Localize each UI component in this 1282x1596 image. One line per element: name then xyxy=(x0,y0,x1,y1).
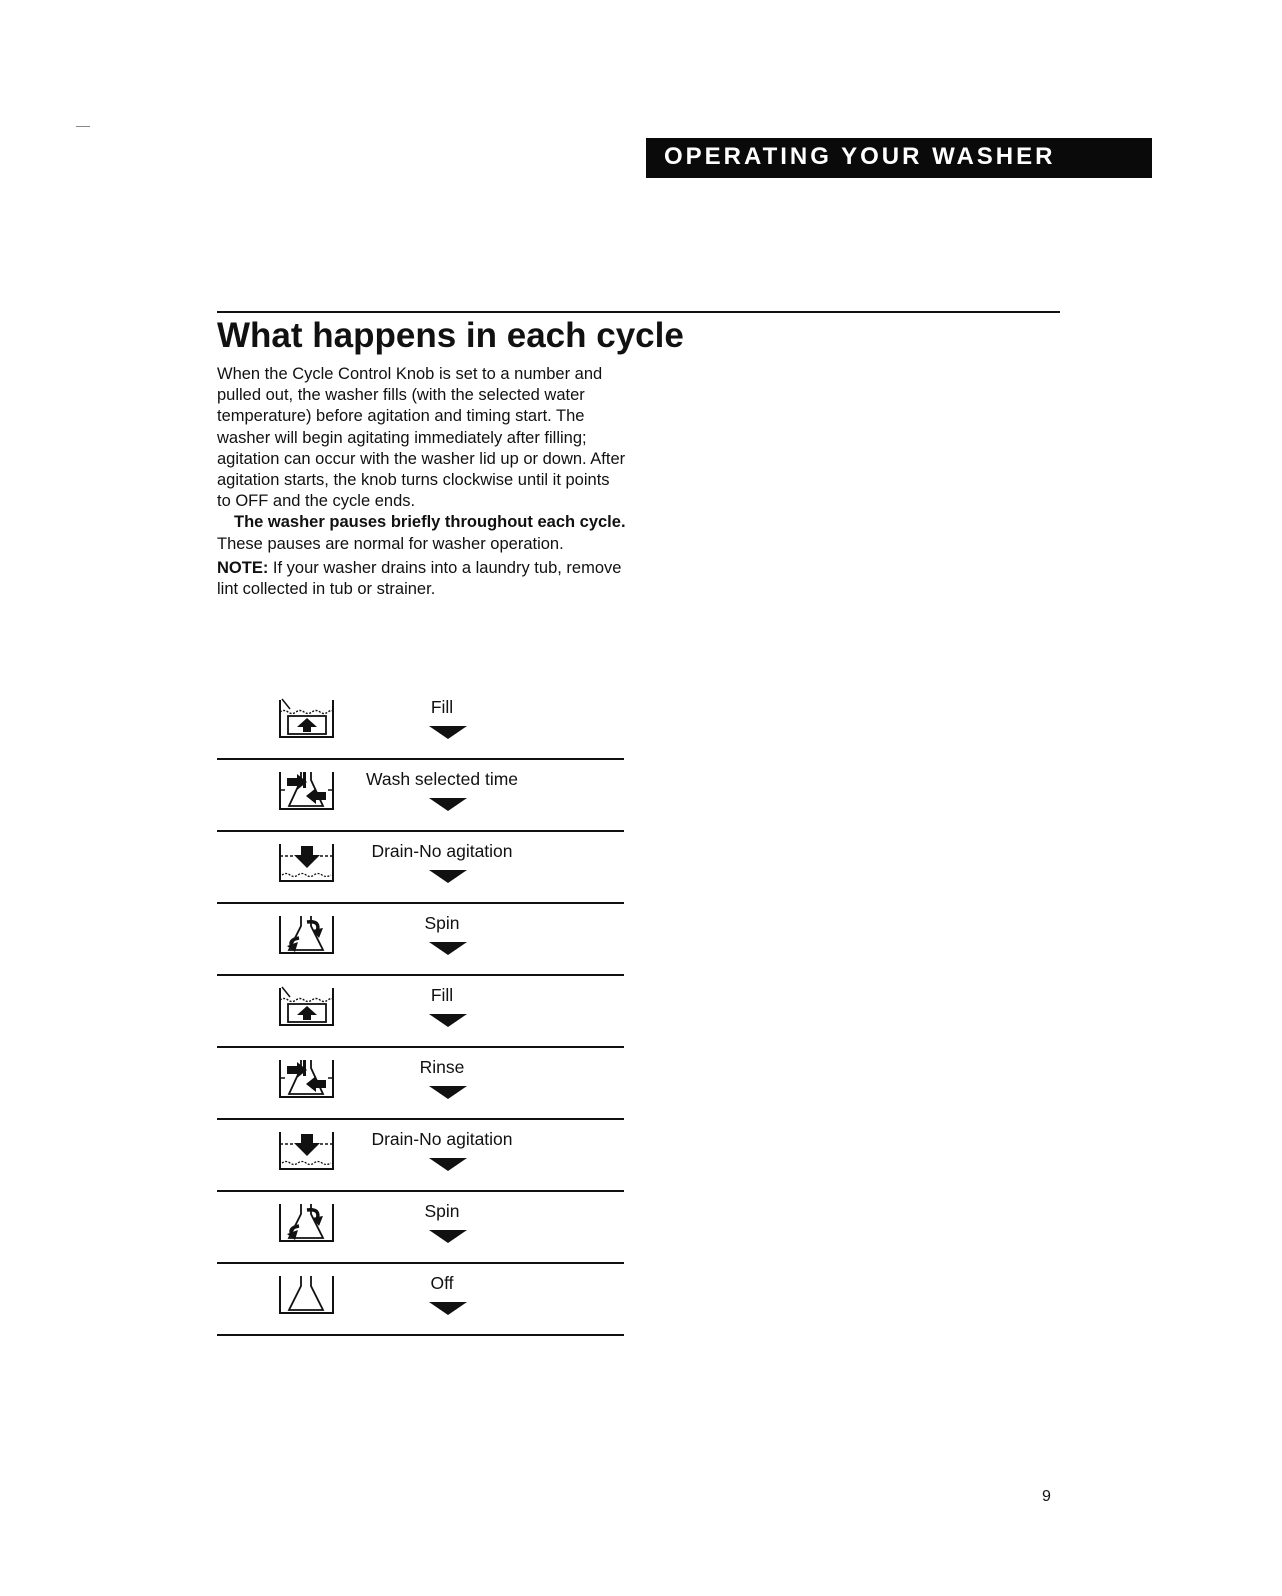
cycle-step xyxy=(217,904,624,976)
cycle-step xyxy=(217,760,624,832)
down-arrow-icon xyxy=(429,726,467,739)
note-label: NOTE: xyxy=(217,558,269,577)
down-arrow-icon xyxy=(429,798,467,811)
down-arrow-icon xyxy=(429,942,467,955)
cycle-step xyxy=(217,1120,624,1192)
pause-emphasis: The washer pauses briefly throughout each cycle. xyxy=(234,513,626,532)
cycle-step xyxy=(217,688,624,760)
step-label: Spin xyxy=(424,913,460,933)
pause-text: These pauses are normal for washer operation. xyxy=(217,534,564,553)
note-text: If your washer drains into a laundry tub, remove lint collected in tub or strainer. xyxy=(217,558,622,599)
cycle-steps xyxy=(217,688,624,1336)
section-header-bar xyxy=(646,138,1152,178)
cycle-step xyxy=(217,1264,624,1336)
margin-mark xyxy=(76,126,90,127)
step-label: Fill xyxy=(430,985,454,1005)
step-label: Fill xyxy=(430,697,454,717)
cycle-step xyxy=(217,832,624,904)
cycle-step xyxy=(217,1192,624,1264)
section-header-title: OPERATING YOUR WASHER xyxy=(664,143,1056,170)
step-label: Rinse xyxy=(419,1057,465,1077)
step-label: Drain-No agitation xyxy=(371,1129,513,1149)
down-arrow-icon xyxy=(429,1302,467,1315)
down-arrow-icon xyxy=(429,1158,467,1171)
down-arrow-icon xyxy=(429,1014,467,1027)
intro-text xyxy=(217,364,627,600)
step-label: Drain-No agitation xyxy=(371,841,513,861)
step-label: Wash selected time xyxy=(365,769,519,789)
page-title: What happens in each cycle xyxy=(217,316,684,355)
step-label: Off xyxy=(430,1273,454,1293)
down-arrow-icon xyxy=(429,1230,467,1243)
page-number: 9 xyxy=(1042,1488,1051,1505)
down-arrow-icon xyxy=(429,1086,467,1099)
title-rule xyxy=(217,311,1060,313)
intro-paragraph: When the Cycle Control Knob is set to a number and pulled out, the washer fills (with the selected water temperature) before agitation and timing start. The washer will begin agitating immediately after filling; agitation can occur with the washer lid up or down. After agitation starts, the knob turns clockwise until it points to OFF and the cycle ends. xyxy=(217,365,626,511)
note-paragraph xyxy=(217,558,627,600)
cycle-step xyxy=(217,976,624,1048)
down-arrow-icon xyxy=(429,870,467,883)
cycle-step xyxy=(217,1048,624,1120)
step-label: Spin xyxy=(424,1201,460,1221)
pause-paragraph xyxy=(217,512,627,554)
